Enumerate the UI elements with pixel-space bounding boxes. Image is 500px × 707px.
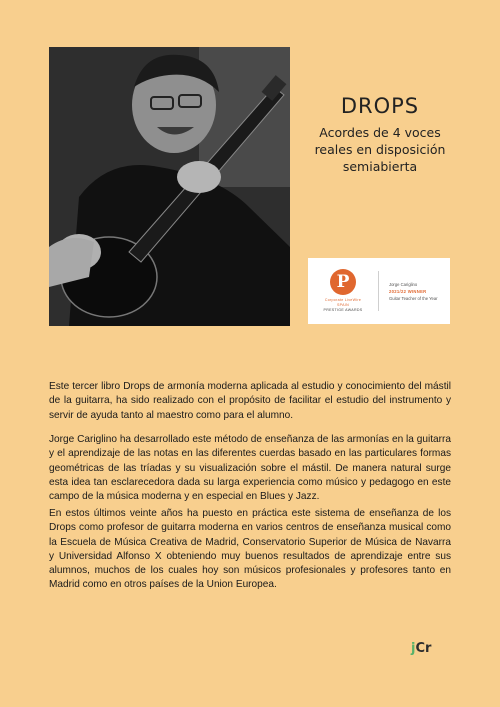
- award-badge: [308, 258, 450, 324]
- prestige-award-icon: P: [330, 269, 356, 295]
- body-paragraph-3: En estos últimos veinte años ha puesto en práctica este sistema de enseñanza de los Drops como profesor de guitarra moderna en varios centros de enseñanza musical como la Escuela de Música Creativa de Madrid, Conservatorio Superior de Música de Navarra y Universidad Alfonso X obteniendo muy buenos resultados de aprendizaje entre sus alumnos, muchos de los cuales hoy son músicos profesionales y profesores tanto en Madrid como en otros países de la Union Europea.: [49, 508, 451, 591]
- award-program: PRESTIGE AWARDS: [323, 308, 363, 312]
- award-country: SPAIN: [336, 303, 350, 307]
- author-photo: [49, 47, 290, 326]
- title-block: [305, 94, 455, 175]
- body-paragraph-1: Este tercer libro Drops de armonía moderna aplicada al estudio y conocimiento del mástil de la guitarra, ha sido realizado con el propósito de facilitar el estudio del instrumento y servir de ayuda tanto al maestro como para el alumno.: [49, 381, 451, 421]
- body-paragraph-2: Jorge Cariglino ha desarrollado este método de enseñanza de las armonías en la guitarra y el aprendizaje de las notas en las diferentes cuerdas basado en las particulares formas geométricas de las tríadas y su visualización sobre el mástil. De manera natural surge esta idea tan esclarecedora dada su larga experiencia como músico y pedagogo en este campo de la música moderna y en especial en Blues y Jazz.: [49, 434, 451, 503]
- award-winner: 2021/22 WINNER: [389, 288, 427, 294]
- publisher-logo: [411, 641, 431, 656]
- logo-cr: Cr: [415, 641, 432, 656]
- book-title: DROPS: [340, 94, 420, 118]
- award-category: Guitar Teacher of the Year: [389, 295, 438, 301]
- guitarist-photo-illustration: [49, 47, 290, 326]
- award-brand: Corporate LiveWire: [324, 298, 362, 302]
- award-logo: [308, 269, 378, 313]
- book-subtitle: Acordes de 4 voces reales en disposición semiabierta: [314, 125, 446, 174]
- award-details: [379, 281, 438, 302]
- award-recipient: Jorge Cariglino: [389, 281, 418, 287]
- logo-j: j: [411, 641, 416, 656]
